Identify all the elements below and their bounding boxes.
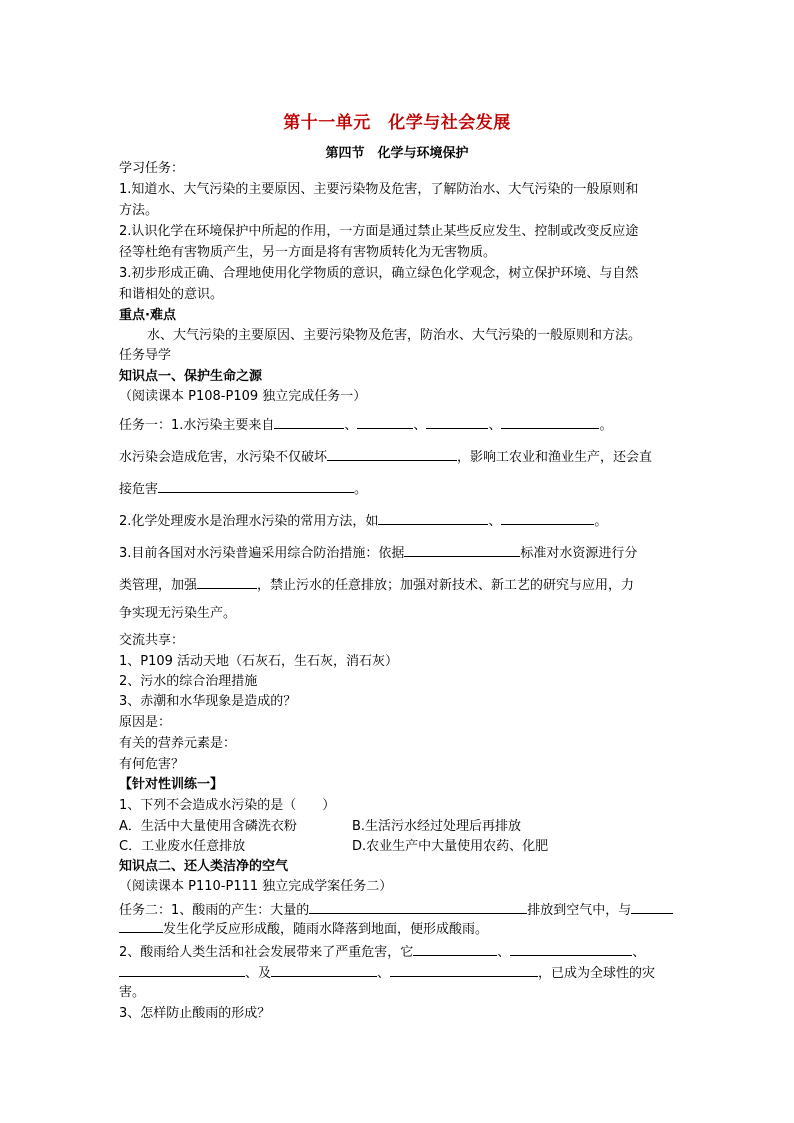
- objective-1-line-1: 1.知道水、大气污染的主要原因、主要污染物及危害，了解防治水、大气污染的一般原则和: [119, 182, 639, 197]
- task2-q2-text-e: ，已成为全球性的灾: [538, 966, 656, 981]
- task1-q2-text-a: 水污染会造成危害，水污染不仅破坏: [119, 450, 328, 465]
- answer-blank[interactable]: [390, 964, 538, 977]
- task2-question-1-line-2: [119, 920, 488, 938]
- separator: 、: [377, 966, 391, 981]
- knowledge-point-2-heading: 知识点二、还人类洁净的空气: [119, 859, 289, 874]
- share-reason: 原因是：: [119, 715, 172, 730]
- task1-q3-text: 2.化学处理废水是治理水污染的常用方法，如: [119, 514, 379, 529]
- answer-blank[interactable]: [413, 943, 497, 956]
- task2-question-2-line-1: [119, 943, 645, 961]
- objective-3-line-1: 3.初步形成正确、合理地使用化学物质的意识，确立绿色化学观念，树立保护环境、与自然: [119, 266, 639, 281]
- answer-blank[interactable]: [119, 964, 245, 977]
- task2-question-1-line-1: [119, 901, 673, 919]
- answer-blank[interactable]: [119, 920, 163, 933]
- answer-blank[interactable]: [274, 416, 344, 429]
- answer-blank[interactable]: [158, 480, 354, 493]
- share-item-3: 3、赤潮和水华现象是造成的？: [119, 694, 297, 709]
- separator: 、: [497, 945, 511, 960]
- knowledge-point-1-heading: 知识点一、保护生命之源: [119, 369, 263, 384]
- separator: 、: [488, 418, 502, 433]
- answer-blank[interactable]: [404, 544, 520, 557]
- end-mark: 。: [354, 482, 368, 497]
- end-mark: 。: [594, 514, 608, 529]
- answer-blank[interactable]: [510, 943, 632, 956]
- keypoints-text: 水、大气污染的主要原因、主要污染物及危害，防治水、大气污染的一般原则和方法。: [147, 328, 642, 343]
- reading-note-1: （阅读课本 P108-P109 独立完成任务一）: [119, 389, 367, 404]
- share-item-1: 1、P109 活动天地（石灰石，生石灰，消石灰）: [119, 654, 399, 669]
- objective-2-line-1: 2.认识化学在环境保护中所起的作用，一方面是通过禁止某些反应发生、控制或改变反应途: [119, 224, 639, 239]
- section-title: 第四节 化学与环境保护: [325, 146, 469, 161]
- task2-question-2-line-2: [119, 964, 655, 982]
- answer-blank[interactable]: [327, 448, 457, 461]
- objectives-heading: 学习任务：: [119, 161, 185, 176]
- task1-question-2-line-2: [119, 480, 367, 498]
- task1-q1-text: 任务一：1.水污染主要来自: [119, 418, 275, 433]
- option-a[interactable]: A．生活中大量使用含磷洗衣粉: [119, 819, 297, 834]
- answer-blank[interactable]: [501, 416, 599, 429]
- task1-question-1: [119, 416, 612, 434]
- keypoints-heading: 重点·难点: [119, 308, 176, 323]
- task1-question-4-line-2: [119, 576, 634, 594]
- share-heading: 交流共享：: [119, 633, 185, 648]
- objective-3-line-2: 和谐相处的意识。: [119, 287, 224, 302]
- answer-blank[interactable]: [357, 416, 413, 429]
- answer-blank[interactable]: [271, 964, 377, 977]
- task1-question-3: [119, 512, 607, 530]
- task1-question-2-line-1: [119, 448, 652, 466]
- objective-2-line-2: 径等杜绝有害物质产生，另一方面是将有害物质转化为无害物质。: [119, 245, 497, 260]
- task2-q1-text-a: 任务二：1、酸雨的产生：大量的: [119, 903, 310, 918]
- task1-question-4-line-1: [119, 544, 637, 562]
- option-d[interactable]: D.农业生产中大量使用农药、化肥: [352, 839, 549, 854]
- option-b[interactable]: B.生活污水经过处理后再排放: [352, 819, 522, 834]
- task2-q1-text-b: 排放到空气中，与: [527, 903, 632, 918]
- task1-q4-text-b: 标准对水资源进行分: [520, 546, 638, 561]
- task-guide-heading: 任务导学: [119, 348, 172, 363]
- task1-q4-text-d: ，禁止污水的任意排放；加强对新技术、新工艺的研究与应用，力: [257, 578, 635, 593]
- answer-blank[interactable]: [197, 576, 257, 589]
- task2-q1-text-c: 发生化学反应形成酸，随雨水降落到地面，便形成酸雨。: [163, 922, 489, 937]
- task2-question-2-line-3: 害。: [119, 985, 146, 1000]
- practice-question: 1、下列不会造成水污染的是（ ）: [119, 798, 336, 813]
- task1-q2-text-b: ，影响工农业和渔业生产，还会直: [457, 450, 653, 465]
- task1-q4-text-c: 类管理，加强: [119, 578, 198, 593]
- objective-1-line-2: 方法。: [119, 203, 159, 218]
- separator: 、: [488, 514, 502, 529]
- share-harm: 有何危害？: [119, 757, 185, 772]
- task2-question-3: 3、怎样防止酸雨的形成？: [119, 1006, 271, 1021]
- answer-blank[interactable]: [501, 512, 594, 525]
- task1-q2-text-c: 接危害: [119, 482, 159, 497]
- share-item-2: 2、污水的综合治理措施: [119, 674, 258, 689]
- page-title: 第十一单元 化学与社会发展: [283, 113, 511, 133]
- practice-heading: 【针对性训练一】: [119, 777, 224, 792]
- task1-question-4-line-3: 争实现无污染生产。: [119, 606, 237, 621]
- answer-blank[interactable]: [309, 901, 527, 914]
- end-mark: 。: [599, 418, 613, 433]
- answer-blank[interactable]: [378, 512, 488, 525]
- task2-q2-text-c: 、及: [245, 966, 272, 981]
- option-c[interactable]: C．工业废水任意排放: [119, 839, 246, 854]
- separator: 、: [632, 945, 646, 960]
- task2-q2-text-a: 2、酸雨给人类生活和社会发展带来了严重危害，它: [119, 945, 414, 960]
- separator: 、: [413, 418, 427, 433]
- separator: 、: [344, 418, 358, 433]
- answer-blank[interactable]: [426, 416, 488, 429]
- reading-note-2: （阅读课本 P110-P111 独立完成学案任务二）: [119, 879, 393, 894]
- share-nutrients: 有关的营养元素是：: [119, 736, 237, 751]
- answer-blank[interactable]: [631, 901, 673, 914]
- task1-q4-text-a: 3.目前各国对水污染普遍采用综合防治措施：依据: [119, 546, 405, 561]
